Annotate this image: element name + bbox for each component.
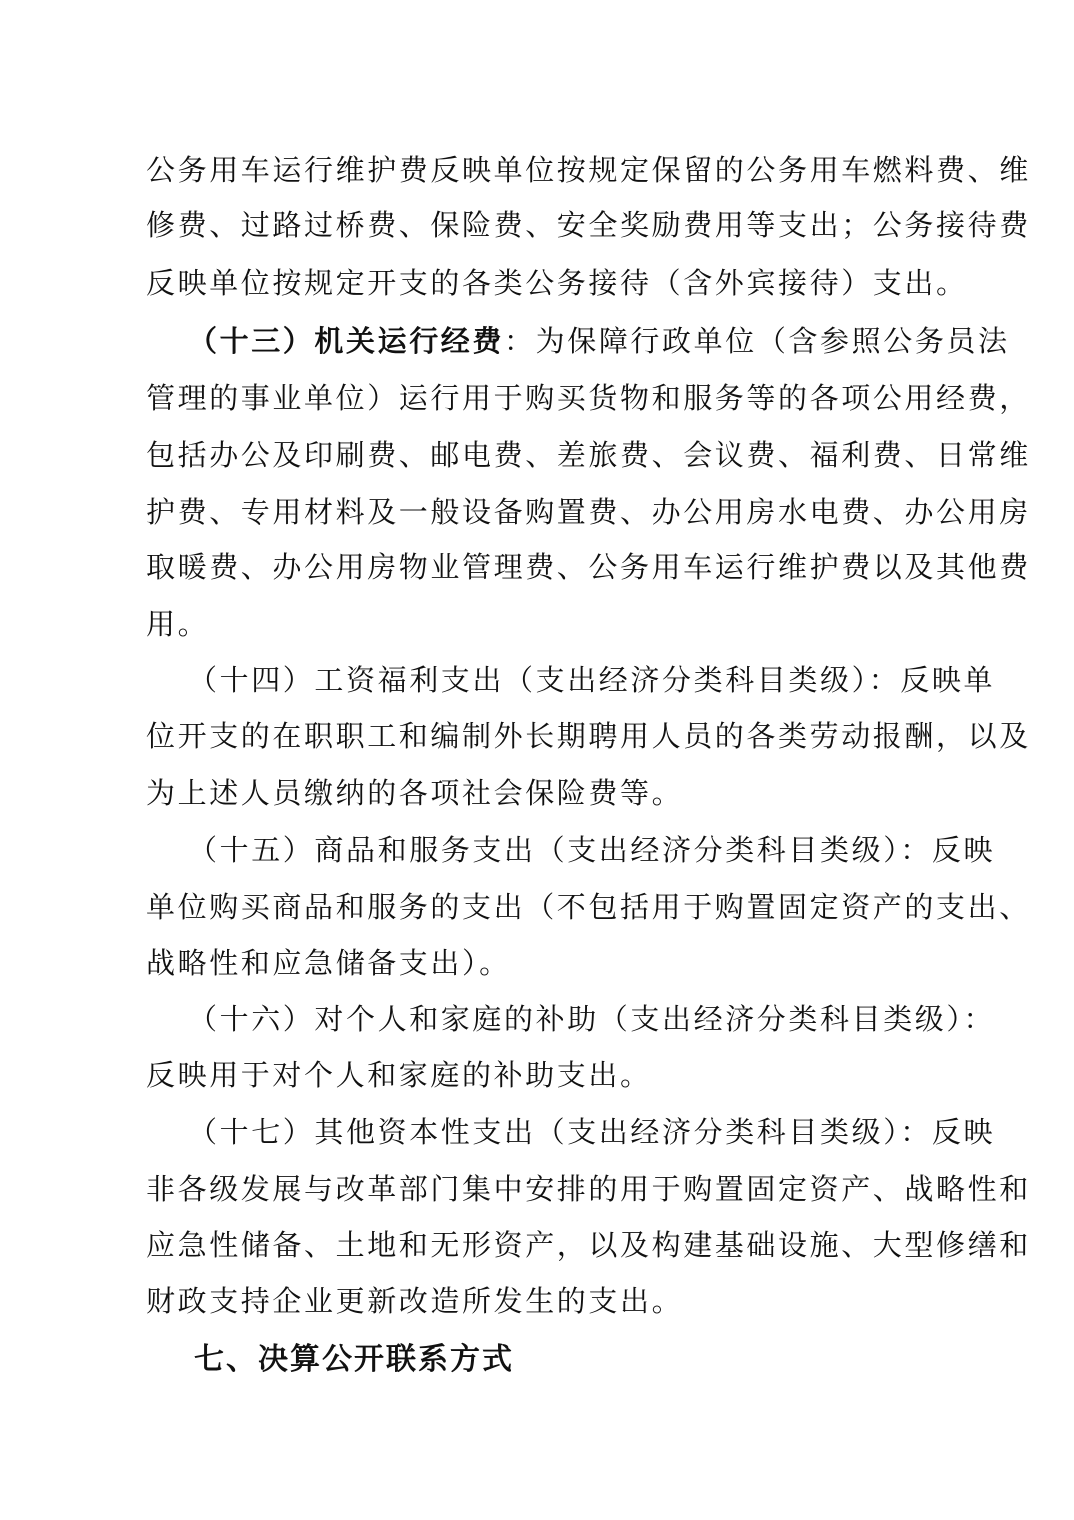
item13-line-5: 取暖费、办公用房物业管理费、公务用车运行维护费以及其他费 bbox=[146, 550, 1031, 584]
item16-line-1: （十六）对个人和家庭的补助（支出经济分类科目类级）： bbox=[188, 1002, 996, 1036]
item13-line-1 bbox=[188, 316, 1010, 366]
item17-line-3: 应急性储备、土地和无形资产，以及构建基础设施、大型修缮和 bbox=[146, 1228, 1031, 1262]
item14-line-2: 位开支的在职职工和编制外长期聘用人员的各类劳动报酬，以及 bbox=[146, 719, 1031, 753]
item17-line-1: （十七）其他资本性支出（支出经济分类科目类级）：反映 bbox=[188, 1115, 996, 1149]
item15-line-1: （十五）商品和服务支出（支出经济分类科目类级）：反映 bbox=[188, 833, 996, 867]
para-vehicle-line-3: 反映单位按规定开支的各类公务接待（含外宾接待）支出。 bbox=[146, 266, 968, 300]
para-vehicle-line-2: 修费、过路过桥费、保险费、安全奖励费用等支出；公务接待费 bbox=[146, 208, 1031, 242]
section7-heading: 七、决算公开联系方式 bbox=[194, 1342, 514, 1377]
item13-line-6: 用。 bbox=[146, 607, 210, 641]
item15-line-3: 战略性和应急储备支出）。 bbox=[146, 946, 511, 980]
item14-line-3: 为上述人员缴纳的各项社会保险费等。 bbox=[146, 776, 684, 810]
item13-line-4: 护费、专用材料及一般设备购置费、办公用房水电费、办公用房 bbox=[146, 495, 1031, 529]
item13-line-2: 管理的事业单位）运行用于购买货物和服务等的各项公用经费， bbox=[146, 381, 1031, 415]
item13-line-1-text: ：为保障行政单位（含参照公务员法 bbox=[504, 324, 1010, 358]
item17-line-4: 财政支持企业更新改造所发生的支出。 bbox=[146, 1284, 684, 1318]
item13-line-3: 包括办公及印刷费、邮电费、差旅费、会议费、福利费、日常维 bbox=[146, 438, 1031, 472]
para-vehicle-line-1: 公务用车运行维护费反映单位按规定保留的公务用车燃料费、维 bbox=[146, 153, 1031, 187]
item14-line-1: （十四）工资福利支出（支出经济分类科目类级）：反映单 bbox=[188, 663, 996, 697]
item16-line-2: 反映用于对个人和家庭的补助支出。 bbox=[146, 1058, 652, 1092]
item13-label: （十三）机关运行经费 bbox=[188, 324, 505, 358]
item15-line-2: 单位购买商品和服务的支出（不包括用于购置固定资产的支出、 bbox=[146, 890, 1031, 924]
item17-line-2: 非各级发展与改革部门集中安排的用于购置固定资产、战略性和 bbox=[146, 1172, 1031, 1206]
